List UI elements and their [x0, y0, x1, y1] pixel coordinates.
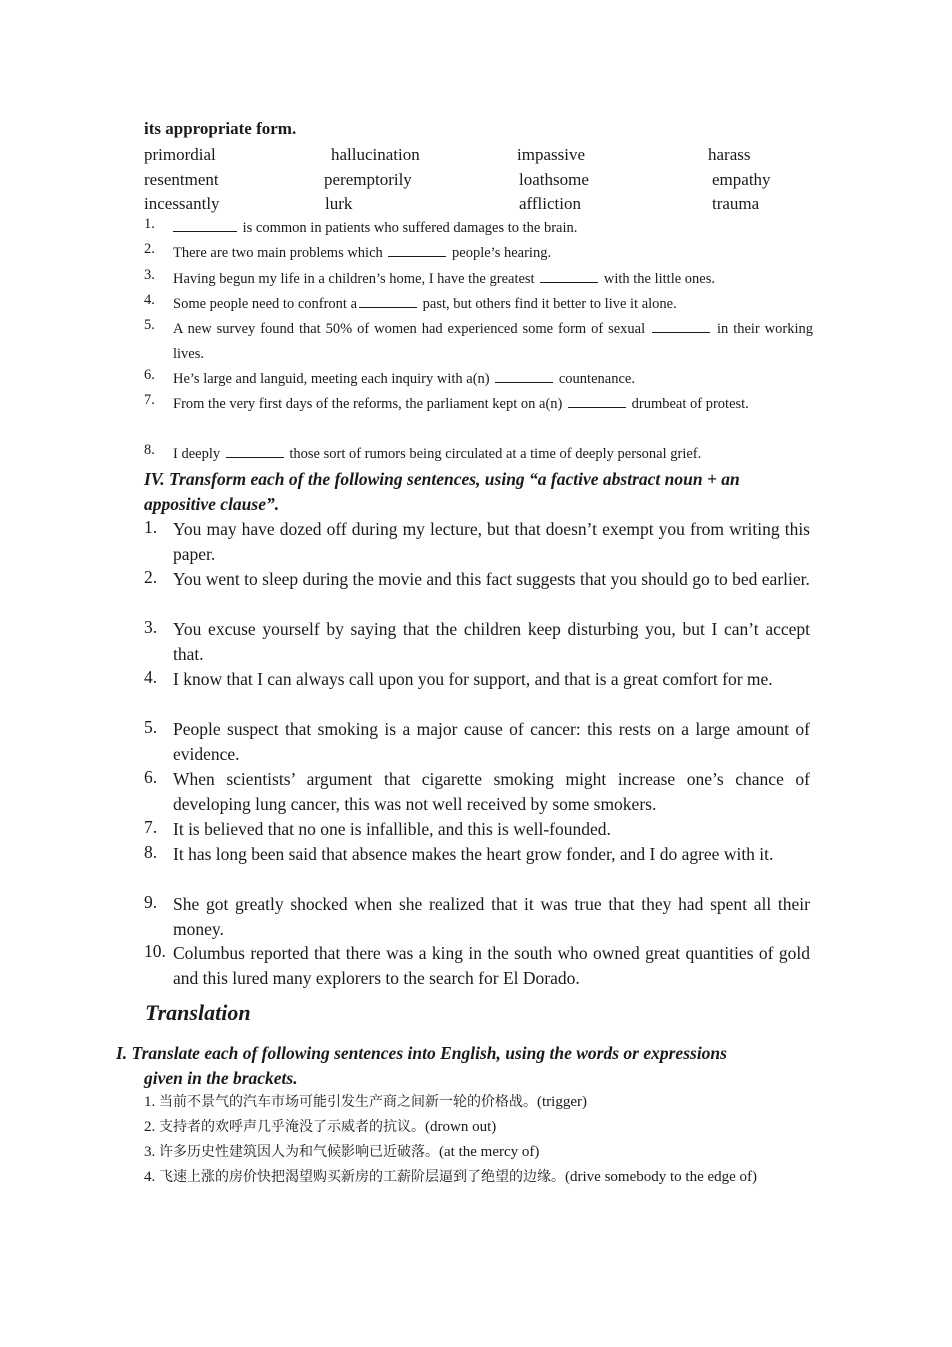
item-text: Having begun my life in a children’s home, I have the greatest — [173, 271, 535, 287]
word-bank-item: empathy — [712, 170, 771, 189]
answer-blank[interactable] — [568, 394, 626, 408]
item-text: When scientists’ argument that cigarette smoking might increase one’s chance of developing lung cancer, this was not well received by some smokers. — [173, 769, 810, 814]
item-number: 4. — [144, 292, 155, 308]
item-text: There are two main problems which — [173, 245, 383, 261]
word-bank-item: peremptorily — [324, 170, 412, 189]
item-text: countenance. — [558, 371, 635, 387]
item-text: You excuse yourself by saying that the children keep disturbing you, but I can’t accept that. — [173, 619, 810, 664]
item-text: those sort of rumors being circulated at a time of deeply personal grief. — [289, 446, 702, 462]
word-bank-item: incessantly — [144, 194, 220, 213]
item-number: 2. — [144, 241, 155, 257]
item-text: He’s large and languid, meeting each inquiry with a(n) — [173, 371, 490, 387]
item-number: 6. — [144, 367, 155, 383]
chinese-sentence: 支持者的欢呼声几乎淹没了示威者的抗议。 — [159, 1119, 425, 1135]
word-hint: (drown out) — [425, 1119, 497, 1135]
translation-instruction-line: given in the brackets. — [144, 1068, 298, 1088]
list-item — [144, 1115, 814, 1140]
instruction-tail: its appropriate form. — [144, 119, 297, 138]
item-number: 1. — [144, 1094, 156, 1110]
answer-blank[interactable] — [359, 294, 417, 308]
item-number: 7. — [144, 392, 155, 408]
item-number: 2. — [144, 567, 158, 587]
item-number: 10. — [144, 941, 166, 961]
section-iv-title — [144, 467, 814, 517]
word-bank-item: primordial — [144, 145, 216, 164]
answer-blank[interactable] — [540, 269, 598, 283]
word-bank-item: resentment — [144, 170, 219, 189]
item-number: 4. — [144, 667, 158, 687]
item-number: 9. — [144, 892, 158, 912]
item-number: 1. — [144, 216, 155, 232]
item-number: 3. — [144, 1144, 156, 1160]
word-bank-item: lurk — [325, 194, 353, 213]
word-bank-item: loathsome — [519, 170, 589, 189]
item-text: in their working lives. — [173, 321, 814, 362]
item-text: drumbeat of protest. — [631, 396, 749, 412]
item-number: 3. — [144, 267, 155, 283]
item-text: Columbus reported that there was a king in the south who owned great quantities of gold and this lured many explorers to the search for El Dorado. — [173, 943, 810, 988]
item-number: 3. — [144, 617, 158, 637]
word-bank-item: impassive — [517, 145, 585, 164]
answer-blank[interactable] — [495, 369, 553, 383]
item-number: 7. — [144, 817, 158, 837]
item-text: People suspect that smoking is a major cause of cancer: this rests on a large amount of evidence. — [173, 719, 810, 764]
list-item — [144, 1165, 814, 1190]
item-text: Some people need to confront a — [173, 296, 358, 312]
item-text: I know that I can always call upon you for support, and that is a great comfort for me. — [173, 669, 773, 689]
item-text: A new survey found that 50% of women had experienced some form of sexual — [173, 321, 646, 337]
item-text: is common in patients who suffered damages to the brain. — [242, 220, 578, 236]
item-text: She got greatly shocked when she realized that it was true that they had spent all their money. — [173, 894, 810, 939]
item-text: I deeply — [173, 446, 221, 462]
section-iv-title-line: appositive clause”. — [144, 494, 280, 514]
list-item — [144, 1140, 814, 1165]
word-bank-item: trauma — [712, 194, 760, 213]
answer-blank[interactable] — [173, 218, 237, 232]
item-number: 5. — [144, 717, 158, 737]
word-bank-item: hallucination — [331, 145, 420, 164]
item-text: From the very first days of the reforms, the parliament kept on a(n) — [173, 396, 563, 412]
item-number: 4. — [144, 1169, 156, 1185]
item-number: 1. — [144, 517, 158, 537]
item-number: 8. — [144, 842, 158, 862]
item-text: people’s hearing. — [452, 245, 552, 261]
section-iv-title-line: IV. Transform each of the following sentences, using “a factive abstract noun + an — [144, 469, 740, 489]
item-text: It has long been said that absence makes the heart grow fonder, and I do agree with it. — [173, 844, 774, 864]
chinese-sentence: 许多历史性建筑因人为和气候影响已近破落。 — [159, 1144, 439, 1160]
list-item — [144, 1090, 814, 1115]
word-bank-item: harass — [708, 145, 751, 164]
item-number: 6. — [144, 767, 158, 787]
chinese-sentence: 当前不景气的汽车市场可能引发生产商之间新一轮的价格战。 — [159, 1094, 537, 1110]
translation-instruction-line: I. Translate each of following sentences into English, using the words or expressions — [116, 1043, 727, 1063]
answer-blank[interactable] — [226, 444, 284, 458]
translation-instruction — [116, 1041, 810, 1091]
word-hint: (trigger) — [537, 1094, 587, 1110]
item-number: 8. — [144, 442, 155, 458]
word-hint: (drive somebody to the edge of) — [565, 1169, 758, 1185]
item-text: You may have dozed off during my lecture, but that doesn’t exempt you from writing this paper. — [173, 519, 810, 564]
item-text: with the little ones. — [603, 271, 715, 287]
item-number: 5. — [144, 317, 155, 333]
word-hint: (at the mercy of) — [439, 1144, 540, 1160]
chinese-sentence: 飞速上涨的房价快把渴望购买新房的工薪阶层逼到了绝望的边缘。 — [159, 1169, 565, 1185]
item-text: past, but others find it better to live it alone. — [422, 296, 677, 312]
translation-heading: Translation — [145, 1000, 251, 1025]
item-text: You went to sleep during the movie and this fact suggests that you should go to bed earlier. — [173, 569, 810, 589]
item-number: 2. — [144, 1119, 156, 1135]
answer-blank[interactable] — [388, 243, 446, 257]
word-bank-item: affliction — [519, 194, 581, 213]
answer-blank[interactable] — [652, 319, 710, 333]
item-text: It is believed that no one is infallible, and this is well-founded. — [173, 819, 611, 839]
